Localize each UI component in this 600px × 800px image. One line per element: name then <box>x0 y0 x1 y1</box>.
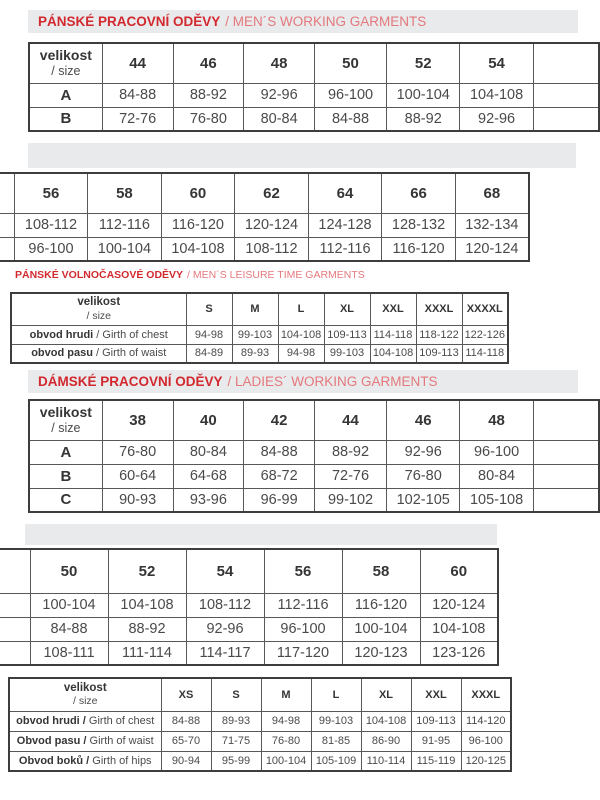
value-cell: 96-100 <box>14 237 87 261</box>
corner-cell <box>29 400 102 440</box>
clipped-size-header <box>533 400 599 440</box>
value-cell: 96-100 <box>264 617 342 641</box>
size-header: XL <box>361 678 411 711</box>
measure-label-cz: obvod hrudi / <box>16 715 86 727</box>
value-cell: 112-116 <box>308 237 382 261</box>
mens-working-title-en: / MEN´S WORKING GARMENTS <box>225 14 427 29</box>
size-header: L <box>311 678 361 711</box>
table-row <box>0 593 498 617</box>
table-row <box>29 488 599 512</box>
corner-cell <box>11 293 186 325</box>
value-cell: 128-132 <box>382 213 456 237</box>
clipped-size-header <box>533 43 599 83</box>
measure-label-en: / Girth of waist <box>92 347 167 360</box>
size-header: M <box>232 293 278 325</box>
size-header: 46 <box>173 43 244 83</box>
table-row <box>9 711 511 731</box>
value-cell: 108-112 <box>235 237 309 261</box>
value-cell: 93-96 <box>173 488 244 512</box>
size-header: XXL <box>370 293 416 325</box>
value-cell: 91-95 <box>411 731 461 751</box>
value-cell: 109-113 <box>416 344 462 363</box>
size-header: 46 <box>387 400 460 440</box>
size-header: 54 <box>460 43 533 83</box>
value-cell: 111-114 <box>108 641 186 665</box>
size-header: 38 <box>102 400 173 440</box>
size-header: 54 <box>186 549 264 593</box>
value-cell: 115-119 <box>411 751 461 771</box>
size-header: M <box>261 678 311 711</box>
table-header-row <box>0 549 498 593</box>
measure-label-cz: obvod pasu <box>31 347 93 360</box>
value-cell: 114-117 <box>186 641 264 665</box>
measure-label-en: Girth of waist <box>86 735 154 747</box>
value-cell: 120-124 <box>455 237 529 261</box>
table-row <box>29 83 599 107</box>
corner-size-label: / size <box>86 309 111 322</box>
value-cell: 94-98 <box>278 344 324 363</box>
value-cell: 92-96 <box>244 83 315 107</box>
divider-bar <box>28 143 576 168</box>
value-cell: 76-80 <box>102 440 173 464</box>
value-cell: 104-108 <box>420 617 498 641</box>
value-cell: 72-76 <box>315 464 387 488</box>
value-cell: 104-108 <box>108 593 186 617</box>
value-cell: 116-120 <box>342 593 420 617</box>
value-cell: 99-102 <box>315 488 387 512</box>
value-cell: 84-88 <box>102 83 173 107</box>
value-cell: 116-120 <box>161 213 235 237</box>
value-cell: 88-92 <box>387 107 460 131</box>
value-cell: 92-96 <box>387 440 460 464</box>
measure-label-cz: Obvod boků / <box>18 754 90 767</box>
value-cell: 96-100 <box>460 440 533 464</box>
value-cell: 86-90 <box>361 731 411 751</box>
measure-label-cz: obvod hrudi <box>29 328 94 341</box>
value-cell: 122-126 <box>462 325 508 344</box>
value-cell: 104-108 <box>278 325 324 344</box>
value-cell: 80-84 <box>460 464 533 488</box>
value-cell: 109-113 <box>411 711 461 731</box>
value-cell: 90-94 <box>161 751 211 771</box>
table-header-row <box>9 678 511 711</box>
size-header: XS <box>161 678 211 711</box>
size-header: 58 <box>342 549 420 593</box>
table-row <box>9 731 511 751</box>
value-cell: 124-128 <box>308 213 382 237</box>
value-cell: 118-122 <box>416 325 462 344</box>
measure-label-cell <box>11 344 186 363</box>
size-header: 58 <box>88 173 162 213</box>
value-cell: 68-72 <box>244 464 315 488</box>
mens-leisure-table <box>10 292 509 364</box>
mens-leisure-title-cz: PÁNSKÉ VOLNOČASOVÉ ODĚVY <box>15 269 184 281</box>
value-cell: 88-92 <box>108 617 186 641</box>
table-header-row <box>29 400 599 440</box>
table-row <box>29 107 599 131</box>
value-cell: 80-84 <box>244 107 315 131</box>
value-cell: 105-109 <box>311 751 361 771</box>
value-cell: 84-88 <box>161 711 211 731</box>
value-cell: 104-108 <box>361 711 411 731</box>
value-cell: 123-126 <box>420 641 498 665</box>
ladies-working-table-1 <box>28 399 600 513</box>
value-cell: 84-88 <box>244 440 315 464</box>
clipped-cell <box>0 173 14 213</box>
value-cell: 88-92 <box>315 440 387 464</box>
measure-label-en: Girth of hips <box>89 754 152 767</box>
clipped-corner-cell <box>0 549 30 593</box>
measure-label-en: Girth of chest <box>85 715 155 727</box>
size-header: 40 <box>173 400 244 440</box>
corner-velikost-label: velikost <box>77 296 121 309</box>
value-cell: 114-118 <box>462 344 508 363</box>
value-cell: 84-88 <box>30 617 108 641</box>
value-cell: 110-114 <box>361 751 411 771</box>
size-header: 48 <box>460 400 533 440</box>
size-header: XXL <box>411 678 461 711</box>
corner-velikost-label: velikost <box>39 47 92 64</box>
corner-cell <box>9 678 161 711</box>
corner-size-label: / size <box>51 421 81 436</box>
value-cell: 64-68 <box>173 464 244 488</box>
value-cell: 102-105 <box>387 488 460 512</box>
corner-cell <box>29 43 102 83</box>
size-header: 44 <box>102 43 173 83</box>
value-cell: 84-88 <box>315 107 387 131</box>
table-row <box>0 617 498 641</box>
value-cell: 120-123 <box>342 641 420 665</box>
mens-leisure-title-en: / MEN´S LEISURE TIME GARMENTS <box>187 269 365 281</box>
value-cell: 94-98 <box>186 325 232 344</box>
row-label: A <box>29 83 102 107</box>
size-header: 48 <box>244 43 315 83</box>
value-cell: 120-124 <box>235 213 309 237</box>
clipped-cell <box>0 641 30 665</box>
size-header: XL <box>324 293 370 325</box>
value-cell: 84-89 <box>186 344 232 363</box>
value-cell: 89-93 <box>232 344 278 363</box>
row-label: A <box>29 440 102 464</box>
row-label: B <box>29 107 102 131</box>
value-cell: 90-93 <box>102 488 173 512</box>
table-header-row <box>11 293 508 325</box>
value-cell: 72-76 <box>102 107 173 131</box>
measure-label-en: / Girth of chest <box>93 328 168 341</box>
value-cell: 99-103 <box>311 711 361 731</box>
size-header: 42 <box>244 400 315 440</box>
clipped-cell <box>533 107 599 131</box>
table-row <box>0 641 498 665</box>
value-cell: 92-96 <box>186 617 264 641</box>
value-cell: 76-80 <box>387 464 460 488</box>
value-cell: 76-80 <box>173 107 244 131</box>
size-header: 66 <box>382 173 456 213</box>
value-cell: 89-93 <box>211 711 261 731</box>
size-header: 64 <box>308 173 382 213</box>
size-header: 62 <box>235 173 309 213</box>
table-header-row <box>29 43 599 83</box>
value-cell: 117-120 <box>264 641 342 665</box>
value-cell: 112-116 <box>88 213 162 237</box>
value-cell: 116-120 <box>382 237 456 261</box>
size-header: 50 <box>315 43 387 83</box>
value-cell: 81-85 <box>311 731 361 751</box>
measure-label-cell <box>9 731 161 751</box>
table-row <box>9 751 511 771</box>
table-header-row <box>0 173 529 213</box>
measure-label-cz: Obvod pasu / <box>16 735 87 747</box>
value-cell: 104-108 <box>460 83 533 107</box>
mens-leisure-title <box>15 269 365 281</box>
value-cell: 99-103 <box>232 325 278 344</box>
size-header: 52 <box>387 43 460 83</box>
corner-size-label: / size <box>72 695 98 708</box>
measure-label-cell <box>9 751 161 771</box>
size-header: 60 <box>420 549 498 593</box>
value-cell: 109-113 <box>324 325 370 344</box>
value-cell: 114-118 <box>370 325 416 344</box>
table-row <box>29 440 599 464</box>
table-row <box>11 344 508 363</box>
value-cell: 100-104 <box>342 617 420 641</box>
value-cell: 108-112 <box>186 593 264 617</box>
value-cell: 108-112 <box>14 213 87 237</box>
clipped-cell <box>533 440 599 464</box>
size-header: 68 <box>455 173 529 213</box>
divider-bar <box>25 524 497 545</box>
mens-working-title-cz: PÁNSKÉ PRACOVNÍ ODĚVY <box>38 14 221 29</box>
size-header: XXXL <box>461 678 511 711</box>
table-row <box>0 237 529 261</box>
value-cell: 105-108 <box>460 488 533 512</box>
ladies-working-title-bar <box>28 370 578 393</box>
size-header: 60 <box>161 173 235 213</box>
value-cell: 100-104 <box>261 751 311 771</box>
value-cell: 92-96 <box>460 107 533 131</box>
clipped-cell <box>533 83 599 107</box>
table-row <box>29 464 599 488</box>
value-cell: 96-99 <box>244 488 315 512</box>
value-cell: 96-100 <box>461 731 511 751</box>
clipped-cell <box>533 488 599 512</box>
clipped-cell <box>0 213 14 237</box>
value-cell: 100-104 <box>30 593 108 617</box>
corner-size-label: / size <box>51 64 81 79</box>
value-cell: 104-108 <box>370 344 416 363</box>
ladies-working-table-2 <box>0 548 499 666</box>
size-header: L <box>278 293 324 325</box>
value-cell: 94-98 <box>261 711 311 731</box>
measure-label-cell <box>11 325 186 344</box>
size-header: 44 <box>315 400 387 440</box>
row-label: B <box>29 464 102 488</box>
size-header: 56 <box>264 549 342 593</box>
value-cell: 112-116 <box>264 593 342 617</box>
value-cell: 80-84 <box>173 440 244 464</box>
clipped-cell <box>0 593 30 617</box>
value-cell: 120-125 <box>461 751 511 771</box>
ladies-working-title-en: / LADIES´ WORKING GARMENTS <box>227 374 438 389</box>
value-cell: 100-104 <box>88 237 162 261</box>
measure-label-cell <box>9 711 161 731</box>
ladies-working-title-cz: DÁMSKÉ PRACOVNÍ ODĚVY <box>38 374 223 389</box>
value-cell: 120-124 <box>420 593 498 617</box>
size-header: 50 <box>30 549 108 593</box>
value-cell: 132-134 <box>455 213 529 237</box>
size-header: 52 <box>108 549 186 593</box>
value-cell: 96-100 <box>315 83 387 107</box>
size-header: XXXXL <box>462 293 508 325</box>
row-label: C <box>29 488 102 512</box>
size-header: 56 <box>14 173 87 213</box>
value-cell: 100-104 <box>387 83 460 107</box>
clipped-cell <box>0 617 30 641</box>
value-cell: 114-120 <box>461 711 511 731</box>
value-cell: 71-75 <box>211 731 261 751</box>
value-cell: 104-108 <box>161 237 235 261</box>
table-row <box>11 325 508 344</box>
mens-working-table-1 <box>28 42 600 132</box>
table-row <box>0 213 529 237</box>
clipped-cell <box>0 237 14 261</box>
value-cell: 95-99 <box>211 751 261 771</box>
value-cell: 108-111 <box>30 641 108 665</box>
corner-velikost-label: velikost <box>39 404 92 421</box>
size-header: S <box>186 293 232 325</box>
mens-working-title-bar <box>28 10 578 33</box>
mens-working-table-2 <box>0 172 530 262</box>
corner-velikost-label: velikost <box>63 681 107 694</box>
value-cell: 99-103 <box>324 344 370 363</box>
size-header: S <box>211 678 261 711</box>
value-cell: 76-80 <box>261 731 311 751</box>
clipped-cell <box>533 464 599 488</box>
size-header: XXXL <box>416 293 462 325</box>
ladies-measurements-table <box>8 677 512 772</box>
value-cell: 88-92 <box>173 83 244 107</box>
value-cell: 65-70 <box>161 731 211 751</box>
value-cell: 60-64 <box>102 464 173 488</box>
